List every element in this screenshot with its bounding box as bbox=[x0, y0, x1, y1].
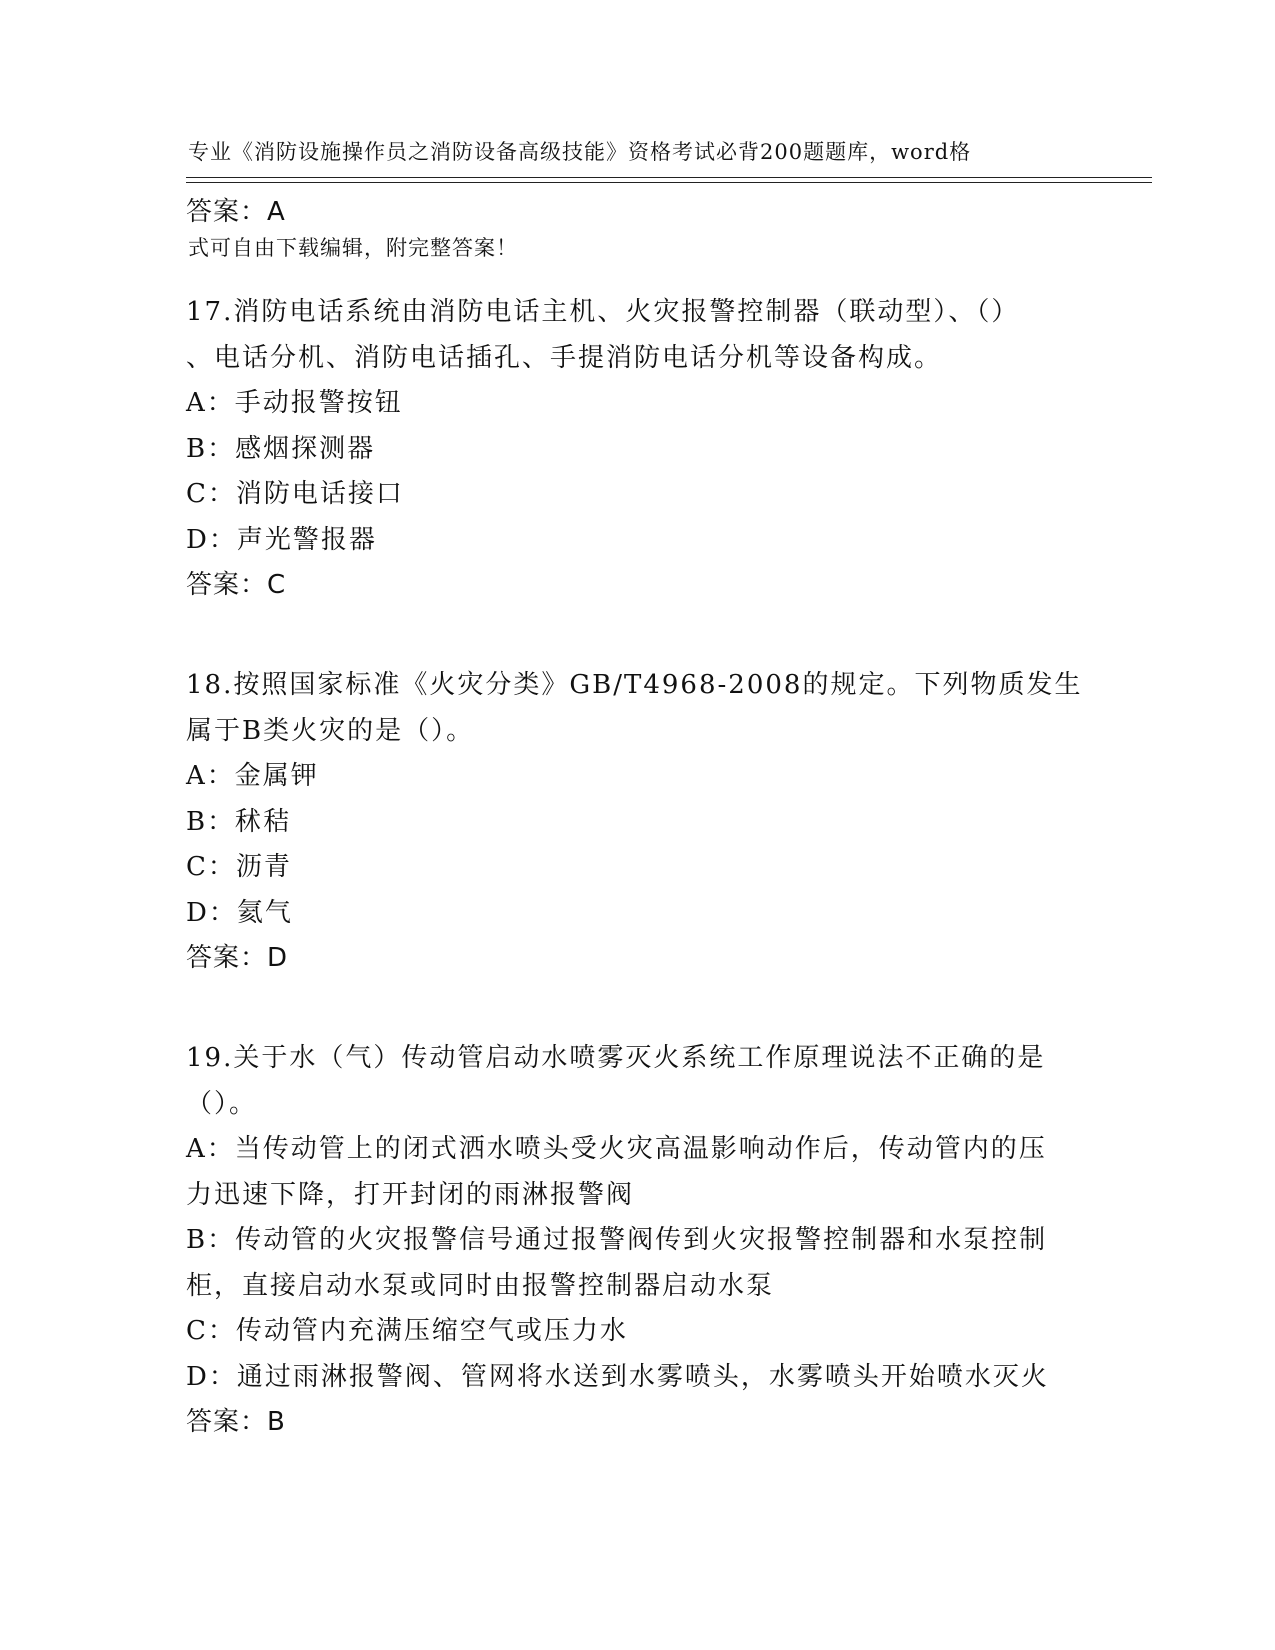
option-d: D：氦气 bbox=[186, 897, 293, 928]
question-stem: 属于B类火灾的是（）。 bbox=[186, 715, 475, 746]
question-item bbox=[186, 290, 1086, 607]
option-b: B：秫秸 bbox=[186, 806, 292, 837]
question-stem: 17.消防电话系统由消防电话主机、火灾报警控制器（联动型）、（） bbox=[186, 297, 1020, 327]
header-divider bbox=[186, 182, 1152, 183]
question-item bbox=[186, 663, 1086, 980]
header-line: 专业《消防设施操作员之消防设备高级技能》资格考试必背200题题库，word格 bbox=[188, 140, 972, 164]
option-a: A：手动报警按钮 bbox=[186, 388, 403, 418]
question-item bbox=[186, 1036, 1086, 1444]
option-c: C：沥青 bbox=[186, 852, 292, 882]
answer-line: 答案：D bbox=[186, 943, 289, 973]
question-stem: 19.关于水（气）传动管启动水喷雾灭火系统工作原理说法不正确的是 bbox=[186, 1043, 1046, 1073]
question-stem: 、电话分机、消防电话插孔、手提消防电话分机等设备构成。 bbox=[186, 342, 943, 373]
answer-line: 答案：B bbox=[186, 1407, 286, 1437]
option-a: A：金属钾 bbox=[186, 761, 319, 791]
question-stem: （）。 bbox=[186, 1088, 258, 1119]
option-c: C：传动管内充满压缩空气或压力水 bbox=[186, 1316, 628, 1346]
option-d: D：通过雨淋报警阀、管网将水送到水雾喷头，水雾喷头开始喷水灭火 bbox=[186, 1361, 1049, 1392]
option-a-continued: 力迅速下降，打开封闭的雨淋报警阀 bbox=[186, 1179, 635, 1210]
header-line: 式可自由下载编辑，附完整答案！ bbox=[188, 236, 518, 260]
option-b: B：感烟探测器 bbox=[186, 433, 376, 464]
question-stem: 18.按照国家标准《火灾分类》GB/T4968-2008的规定。下列物质发生 bbox=[186, 670, 1083, 700]
header-divider bbox=[186, 177, 1152, 178]
option-a: A：当传动管上的闭式洒水喷头受火灾高温影响动作后，传动管内的压 bbox=[186, 1134, 1047, 1164]
option-b: B：传动管的火灾报警信号通过报警阀传到火灾报警控制器和水泵控制 bbox=[186, 1225, 1048, 1255]
answer-line: 答案：C bbox=[186, 570, 287, 600]
option-d: D：声光警报器 bbox=[186, 524, 377, 555]
option-c: C：消防电话接口 bbox=[186, 479, 404, 509]
option-b-continued: 柜，直接启动水泵或同时由报警控制器启动水泵 bbox=[186, 1270, 775, 1301]
answer-line: 答案：A bbox=[186, 197, 286, 227]
question-list bbox=[186, 190, 1086, 1444]
